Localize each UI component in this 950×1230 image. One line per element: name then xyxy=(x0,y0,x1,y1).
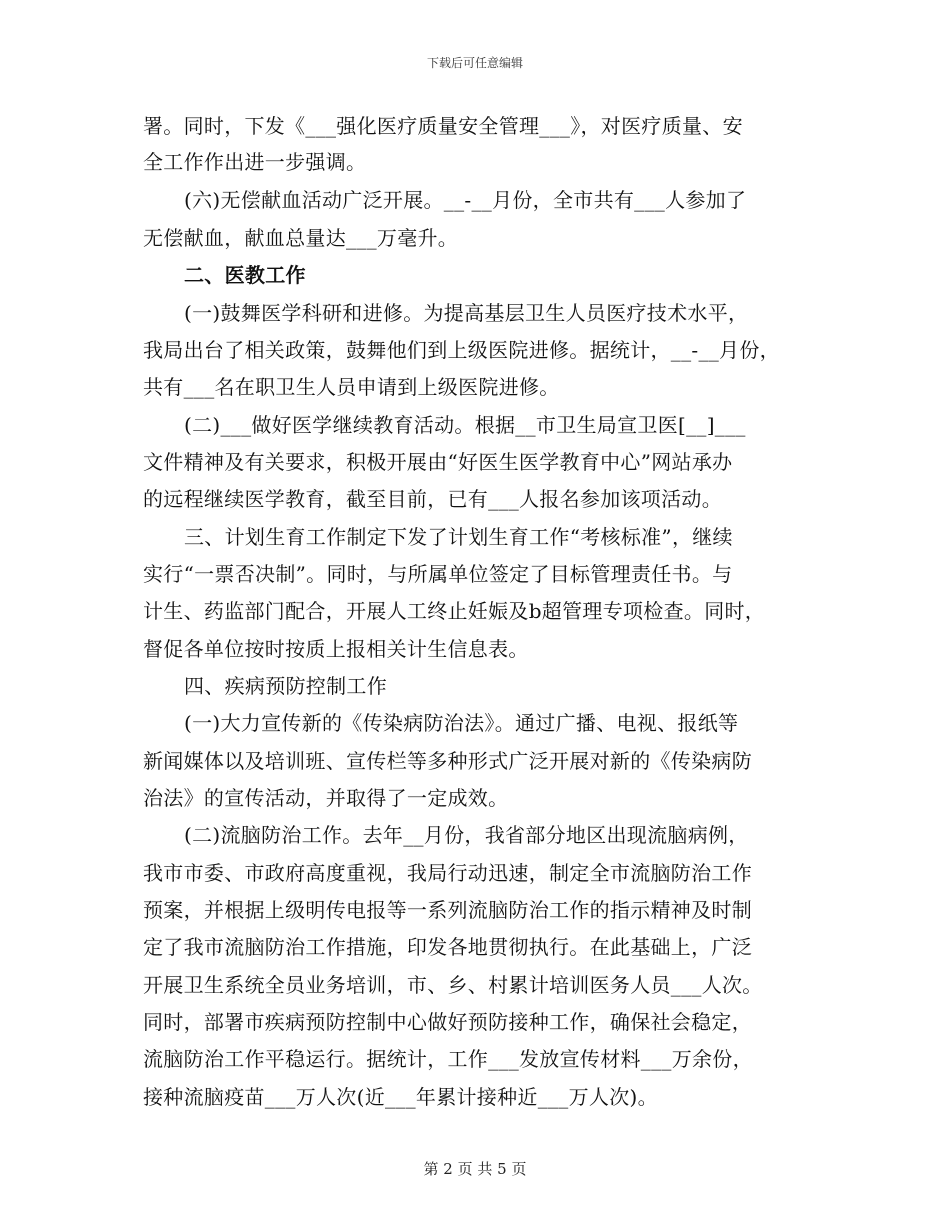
body-line: 共有___名在职卫生人员申请到上级医院进修。 xyxy=(143,375,560,399)
body-line: 计生、药监部门配合，开展人工终止妊娠及b超管理专项检查。同时， xyxy=(143,599,766,623)
body-line: 文件精神及有关要求，积极开展由“好医生医学教育中心”网站承办 xyxy=(143,450,733,474)
body-line: 新闻媒体以及培训班、宣传栏等多种形式广泛开展对新的《传染病防 xyxy=(143,749,752,773)
section-heading: 四、疾病预防控制工作 xyxy=(184,674,387,698)
body-line: 定了我市流脑防治工作措施，印发各地贯彻执行。在此基础上，广泛 xyxy=(143,935,752,959)
body-line: (六)无偿献血活动广泛开展。__-__月份，全市共有___人参加了 xyxy=(184,188,747,212)
body-line: 全工作作出进一步强调。 xyxy=(143,150,367,174)
body-line: 我局出台了相关政策，鼓舞他们到上级医院进修。据统计，__-__月份， xyxy=(143,338,780,362)
page-header: 下载后可任意编辑 xyxy=(426,56,523,70)
body-line: 无偿献血，献血总量达___万毫升。 xyxy=(143,226,459,250)
section-heading: 二、医教工作 xyxy=(184,263,306,287)
body-line: 治法》的宣传活动，并取得了一定成效。 xyxy=(143,786,509,810)
body-line: (一)大力宣传新的《传染病防治法》。通过广播、电视、报纸等 xyxy=(184,711,739,735)
body-line: 同时，部署市疾病预防控制中心做好预防接种工作，确保社会稳定， xyxy=(143,1010,752,1034)
body-line: 实行“一票否决制”。同时，与所属单位签定了目标管理责任书。与 xyxy=(143,562,733,586)
body-line: 署。同时，下发《___强化医疗质量安全管理___》，对医疗质量、安 xyxy=(143,114,743,138)
body-line: 接种流脑疫苗___万人次(近___年累计接种近___万人次)。 xyxy=(143,1085,658,1109)
body-line: 流脑防治工作平稳运行。据统计，工作___发放宣传材料___万余份， xyxy=(143,1047,753,1071)
body-line: 预案，并根据上级明传电报等一系列流脑防治工作的指示精神及时制 xyxy=(143,898,752,922)
body-line: 开展卫生系统全员业务培训，市、乡、村累计培训医务人员___人次。 xyxy=(143,973,763,997)
body-line: (二)流脑防治工作。去年__月份，我省部分地区出现流脑病例， xyxy=(184,823,749,847)
body-line: 的远程继续医学教育，截至目前，已有___人报名参加该项活动。 xyxy=(143,487,722,511)
body-line: 我市市委、市政府高度重视，我局行动迅速，制定全市流脑防治工作 xyxy=(143,861,752,885)
body-line: (一)鼓舞医学科研和进修。为提高基层卫生人员医疗技术水平， xyxy=(184,301,749,325)
body-line: 督促各单位按时按质上报相关计生信息表。 xyxy=(143,637,529,661)
page-number: 第 2 页 共 5 页 xyxy=(423,1160,527,1178)
body-line: (二)___做好医学继续教育活动。根据__市卫生局宣卫医[__]___ xyxy=(184,413,746,437)
body-line: 三、计划生育工作制定下发了计划生育工作“考核标准”，继续 xyxy=(184,525,733,549)
